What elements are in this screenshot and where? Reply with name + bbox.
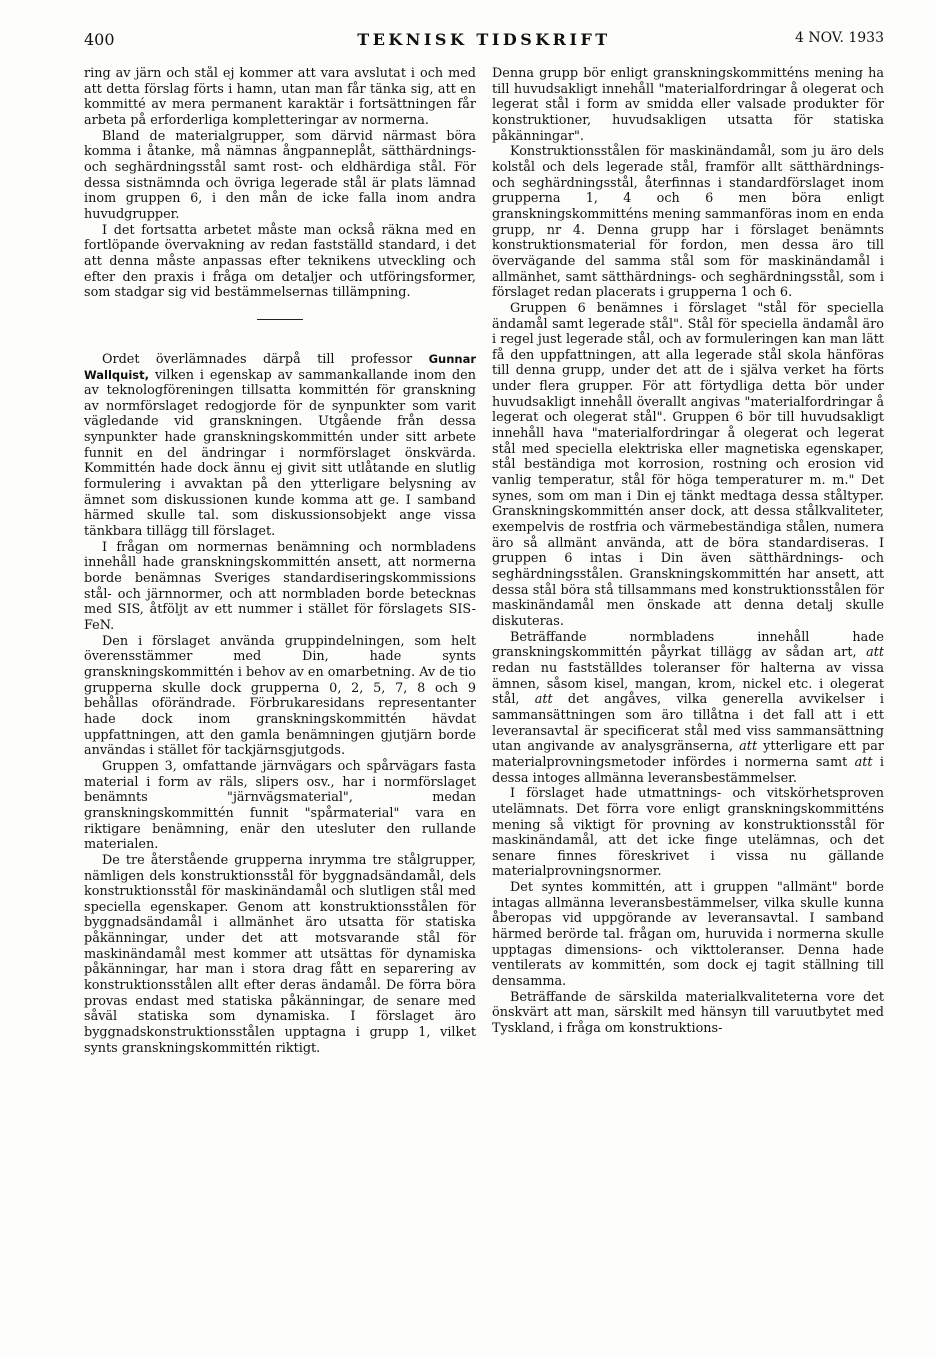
text-run: redan nu fastställdes toleranser för halterna av vissa ämnen, såsom kisel, mangan, krom, nickel etc. i olegerat stål, bbox=[492, 660, 884, 708]
left-column bbox=[84, 66, 476, 1346]
emphasis: att bbox=[739, 739, 758, 755]
page-header bbox=[84, 28, 884, 54]
section-divider bbox=[257, 319, 303, 320]
emphasis: att bbox=[534, 692, 553, 708]
text-run: Beträffande normbladens innehåll hade granskningskommittén påyrkat tillägg av sådan art, bbox=[492, 629, 884, 661]
page-number: 400 bbox=[84, 30, 115, 49]
text-run: det angåves, vilka generella avvikelser i sammansättningen som äro tillåtna i det fall att i ett leveransavtal är specificerat stål med viss sammansättning utan angivande av analysgränserna, bbox=[492, 692, 884, 755]
paragraph: Konstruktionsstålen för maskinändamål, som ju äro dels kolstål och dels legerade stål, framför allt sätthärdnings- och seghärdningsstål, återfinnas i standardförslaget inom grupperna 1, 4 och 6 men böra enligt granskningskommitténs mening sammanföras inom en enda grupp, nr 4. Denna grupp har i förslaget benämnts konstruktionsmaterial för fordon, men dessa äro till övervägande del samma stål som för maskinändamål i allmänhet, samt sätthärdnings- och seghärdningsstål, som i förslaget redan placerats i grupperna 1 och 6. bbox=[492, 144, 884, 301]
journal-title: TEKNISK TIDSKRIFT bbox=[357, 30, 611, 49]
paragraph: I förslaget hade utmattnings- och vitskörhetsproven utelämnats. Det förra vore enligt granskningskommitténs mening så viktigt för provning av konstruktionsstål för maskinändamål, att det icke finge utelämnas, och det senare finnes föreskrivet i vissa nu gällande materialprovningsnormer. bbox=[492, 786, 884, 880]
paragraph: Det syntes kommittén, att i gruppen "allmänt" borde intagas allmänna leveransbestämmelser, vilka skulle kunna åberopas vid uppgörande av leveransavtal. I samband härmed berörde tal. frågan om, huruvida i normerna skulle upptagas dimensions- och vikttoleranser. Denna hade ventilerats av kommittén, som dock ej tagit ställning till densamma. bbox=[492, 880, 884, 990]
paragraph: ring av järn och stål ej kommer att vara avslutat i och med att detta förslag förts i hamn, utan man får tänka sig, att en kommitté av mera permanent karaktär i fortsättningen får arbeta på erforderliga kompletteringar av normerna. bbox=[84, 66, 476, 128]
right-column bbox=[492, 66, 884, 1346]
text-run: i dessa intoges allmänna leveransbestämmelser. bbox=[492, 754, 884, 786]
paragraph-speaker-intro bbox=[84, 352, 476, 540]
text-run: ytterligare ett par materialprovningsmetoder infördes i normerna samt bbox=[492, 739, 884, 770]
speaker-intro-rest: vilken i egenskap av sammankallande inom den av teknologföreningen tillsatta kommittén för granskning av normförslaget redogjorde för de synpunkter som varit vägledande vid granskningen. Utgående från dessa synpunkter hade granskningskommittén under sitt arbete funnit en del ändringar i normförslaget önskvärda. Kommittén hade dock ännu ej givit sitt utlåtande en slutlig formulering i avvaktan på den ytterligare belysning av ämnet som diskussionen kunde komma att ge. I samband härmed skulle tal. som diskussionsobjekt ange vissa tänkbara tillägg till förslaget. bbox=[84, 367, 476, 540]
paragraph: Gruppen 6 benämnes i förslaget "stål för speciella ändamål samt legerade stål". Stål för speciella ändamål äro i regel just legerade stål, och av formuleringen kan man lätt få den uppfattningen, att alla legerade stål skola hänföras till denna grupp, under det att de i själva verket ha förts under flera grupper. För att förtydliga detta bör under huvudsakligt innehåll överallt angivas "materialfordringar å legerat och olegerat stål". Gruppen 6 bör till huvudsakligt innehåll hava "materialfordringar å olegerat och legerat stål med speciella elektriska eller magnetiska egenskaper, stål beständiga mot korrosion, rostning och erosion vid vanlig temperatur, stål för höga temperaturer m. m." Det synes, som om man i Din ej tänkt medtaga dessa ståltyper. Granskningskommittén anser dock, att dessa stålkvaliteter, exempelvis de rostfria och värmebeständiga stålen, numera äro så allmänt använda, att de böra standardiseras. I gruppen 6 intas i Din även sätthärdnings- och seghärdningsstålen. Granskningskommittén har ansett, att dessa stål böra stå tillsammans med konstruktionsstålen för maskinändamål men önskade att denna detalj skulle diskuteras. bbox=[492, 300, 884, 629]
paragraph: Denna grupp bör enligt granskningskommitténs mening ha till huvudsakligt innehåll "materialfordringar å olegerat och legerat stål i form av smidda eller valsade produkter för konstruktioner, huvudsakligen utsatta för statiska påkänningar". bbox=[492, 66, 884, 144]
paragraph: Beträffande de särskilda materialkvaliteterna vore det önskvärt att man, särskilt med hänsyn till varuutbytet med Tyskland, i fråga om konstruktions- bbox=[492, 989, 884, 1037]
emphasis: att bbox=[854, 754, 873, 770]
emphasis: att bbox=[866, 645, 884, 661]
paragraph: Bland de materialgrupper, som därvid närmast böra komma i åtanke, må nämnas ångpanneplåt, sätthärdnings- och seghärdningsstål samt rost- och eldhärdiga stål. För dessa sistnämnda och övriga legerade stål är plats lämnad inom gruppen 6, i den mån de icke falla inom andra huvudgrupper. bbox=[84, 128, 476, 222]
speaker-intro-text: Ordet överlämnades därpå till professor bbox=[102, 351, 413, 367]
paragraph: Gruppen 3, omfattande järnvägars och spårvägars fasta material i form av räls, slipers osv., har i normförslaget benämnts "järnvägsmaterial", medan granskningskommittén funnit "spårmaterial" vara en riktigare benämning, enär den utesluter den rullande materialen. bbox=[84, 758, 476, 853]
paragraph: Den i förslaget använda gruppindelningen, som helt överensstämmer med Din, hade synts granskningskommittén i behov av en omarbetning. Av de tio grupperna skulle dock grupperna 0, 2, 5, 7, 8 och 9 behållas oförändrade. Förbrukaresidans representanter hade dock inom granskningskommittén hävdat uppfattningen, att den gamla benämningen gjutjärn borde användas i stället för tackjärnsgjutgods. bbox=[84, 633, 476, 759]
paragraph-normblad bbox=[492, 630, 884, 787]
paragraph: I frågan om normernas benämning och normbladens innehåll hade granskningskommittén ansett, att normerna borde benämnas Sveriges standardiseringskommissions stål- och järnnormer, och att normbladen borde betecknas med SIS, åtföljt av ett nummer i stället för förslagets SIS-FeN. bbox=[84, 539, 476, 633]
paragraph: I det fortsatta arbetet måste man också räkna med en fortlöpande övervakning av redan fastställd standard, i det att denna måste anpassas efter teknikens utveckling och efter den praxis i fråga om detaljer och utföringsformer, som stadgar sig vid bestämmelsernas tillämpning. bbox=[84, 222, 476, 301]
paragraph: De tre återstående grupperna inrymma tre stålgrupper, nämligen dels konstruktionsstål för byggnadsändamål, dels konstruktionsstål för maskinändamål och slutligen stål med speciella egenskaper. Genom att konstruktionsstålen för byggnadsändamål i allmänhet äro utsatta för statiska påkänningar, under det att motsvarande stål för maskinändamål mest kommer att utsättas för dynamiska påkänningar, har man i stora drag fått en separering av konstruktionsstålen allt efter deras ändamål. De förra böra provas endast med statiska påkänningar, de senare med såväl statiska som dynamiska. I förslaget äro byggnadskonstruktionsstålen upptagna i grupp 1, vilket synts granskningskommittén riktigt. bbox=[84, 852, 476, 1056]
speaker-name: Gunnar Wallquist, bbox=[84, 351, 476, 382]
issue-date: 4 NOV. 1933 bbox=[794, 30, 884, 46]
